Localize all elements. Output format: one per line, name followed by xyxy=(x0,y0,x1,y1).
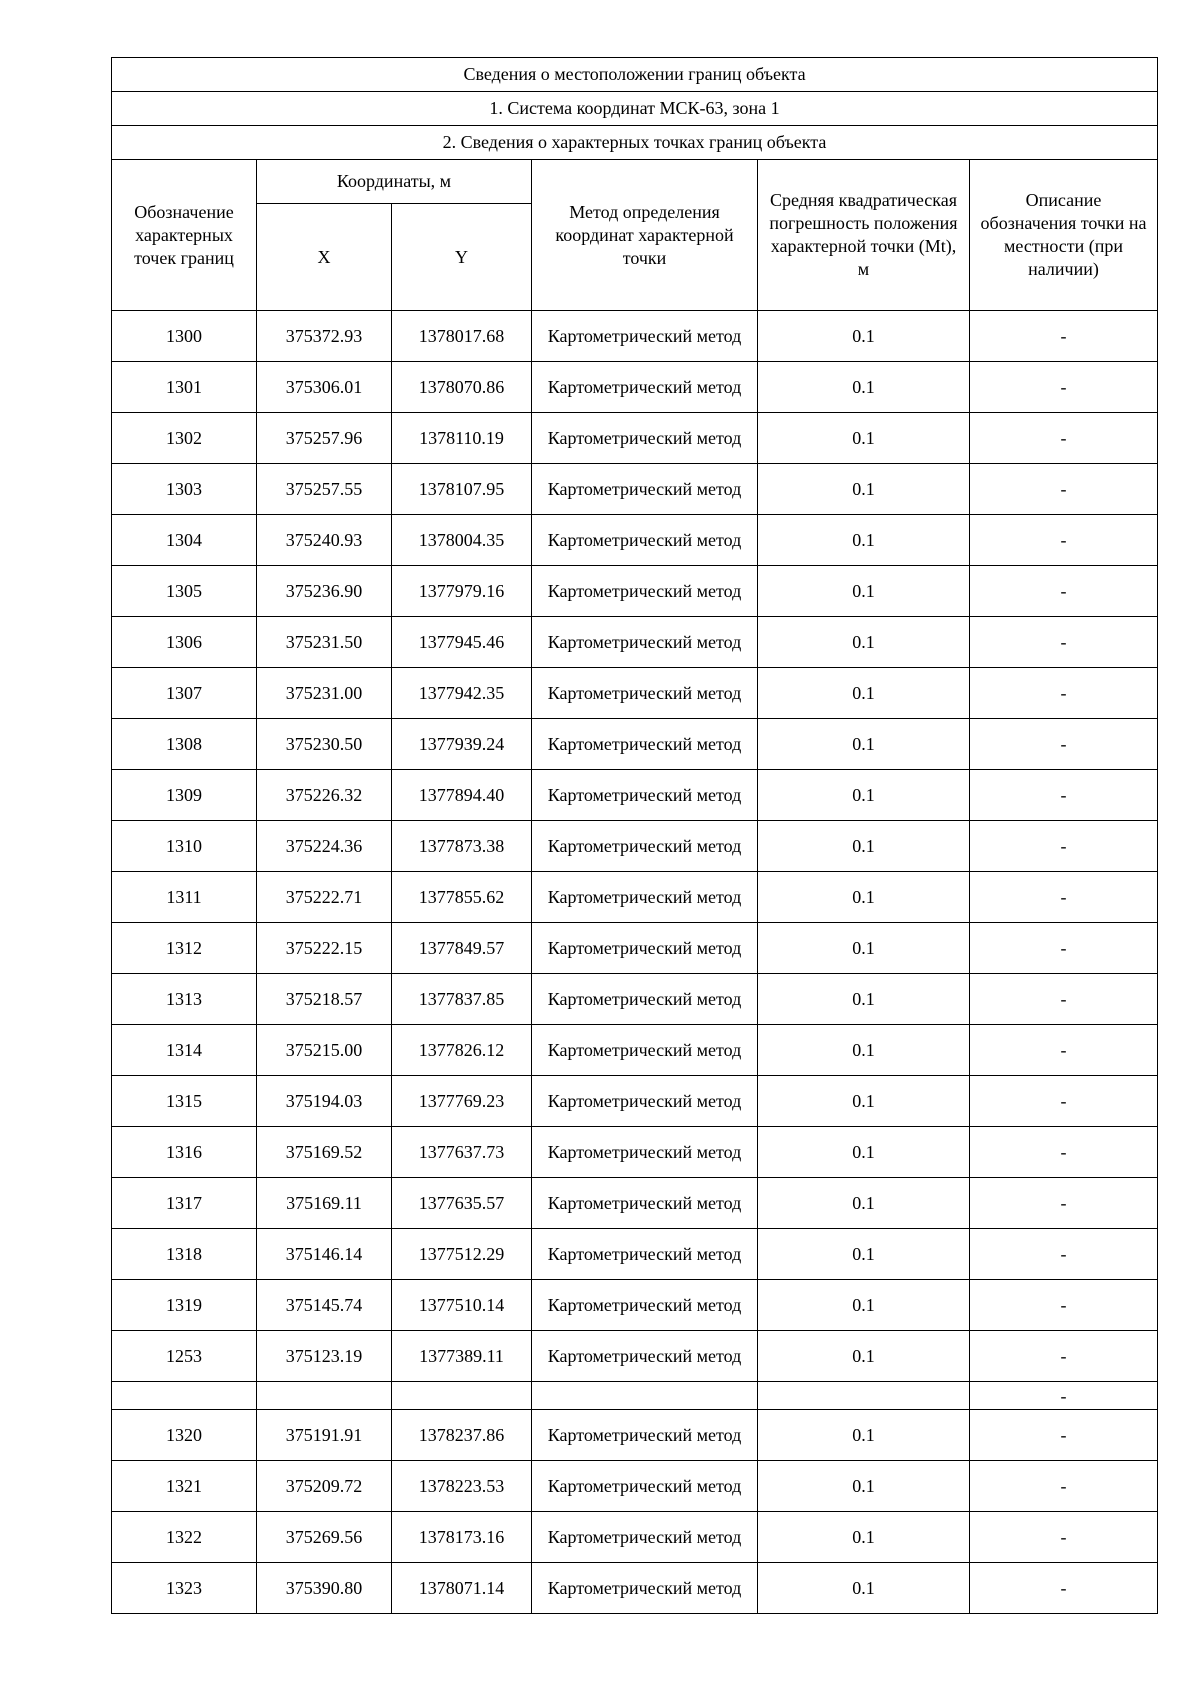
cell-point: 1306 xyxy=(112,617,257,668)
cell-point: 1322 xyxy=(112,1512,257,1563)
cell-point: 1319 xyxy=(112,1280,257,1331)
document-title: Сведения о местоположении границ объекта xyxy=(112,58,1158,92)
cell-description: - xyxy=(970,668,1158,719)
cell-mt xyxy=(758,1382,970,1410)
cell-mt: 0.1 xyxy=(758,566,970,617)
cell-description: - xyxy=(970,617,1158,668)
cell-y: 1377769.23 xyxy=(392,1076,532,1127)
cell-method: Картометрический метод xyxy=(532,923,758,974)
cell-x: 375231.50 xyxy=(257,617,392,668)
cell-y: 1378110.19 xyxy=(392,413,532,464)
cell-description: - xyxy=(970,1178,1158,1229)
cell-mt: 0.1 xyxy=(758,1563,970,1614)
cell-point: 1300 xyxy=(112,311,257,362)
table-row xyxy=(112,668,1158,719)
cell-x: 375226.32 xyxy=(257,770,392,821)
cell-y: 1378017.68 xyxy=(392,311,532,362)
cell-mt: 0.1 xyxy=(758,719,970,770)
table-row xyxy=(112,719,1158,770)
table-row xyxy=(112,1229,1158,1280)
cell-point: 1321 xyxy=(112,1461,257,1512)
cell-mt: 0.1 xyxy=(758,1461,970,1512)
cell-description: - xyxy=(970,1127,1158,1178)
cell-mt: 0.1 xyxy=(758,668,970,719)
cell-y: 1378107.95 xyxy=(392,464,532,515)
table-row xyxy=(112,1461,1158,1512)
cell-y: 1377510.14 xyxy=(392,1280,532,1331)
cell-x: 375231.00 xyxy=(257,668,392,719)
cell-y: 1377389.11 xyxy=(392,1331,532,1382)
cell-method xyxy=(532,1382,758,1410)
cell-point: 1303 xyxy=(112,464,257,515)
cell-mt: 0.1 xyxy=(758,872,970,923)
cell-method: Картометрический метод xyxy=(532,668,758,719)
cell-y: 1377512.29 xyxy=(392,1229,532,1280)
cell-y: 1377979.16 xyxy=(392,566,532,617)
cell-point: 1315 xyxy=(112,1076,257,1127)
cell-y: 1377945.46 xyxy=(392,617,532,668)
table-row xyxy=(112,1563,1158,1614)
cell-point: 1308 xyxy=(112,719,257,770)
cell-method: Картометрический метод xyxy=(532,1410,758,1461)
cell-method: Картометрический метод xyxy=(532,821,758,872)
cell-mt: 0.1 xyxy=(758,1280,970,1331)
cell-y: 1378237.86 xyxy=(392,1410,532,1461)
cell-x: 375215.00 xyxy=(257,1025,392,1076)
cell-method: Картометрический метод xyxy=(532,1127,758,1178)
cell-description: - xyxy=(970,1563,1158,1614)
cell-point: 1317 xyxy=(112,1178,257,1229)
cell-y: 1377894.40 xyxy=(392,770,532,821)
cell-point: 1318 xyxy=(112,1229,257,1280)
cell-point: 1323 xyxy=(112,1563,257,1614)
cell-method: Картометрический метод xyxy=(532,719,758,770)
table-row xyxy=(112,311,1158,362)
cell-method: Картометрический метод xyxy=(532,770,758,821)
cell-method: Картометрический метод xyxy=(532,974,758,1025)
cell-point xyxy=(112,1382,257,1410)
table-row xyxy=(112,821,1158,872)
cell-method: Картометрический метод xyxy=(532,1512,758,1563)
coordinate-system: 1. Система координат МСК-63, зона 1 xyxy=(112,92,1158,126)
table-row xyxy=(112,1331,1158,1382)
cell-description: - xyxy=(970,1280,1158,1331)
cell-method: Картометрический метод xyxy=(532,413,758,464)
cell-y: 1378223.53 xyxy=(392,1461,532,1512)
cell-x: 375146.14 xyxy=(257,1229,392,1280)
cell-x xyxy=(257,1382,392,1410)
cell-method: Картометрический метод xyxy=(532,1229,758,1280)
cell-y: 1377635.57 xyxy=(392,1178,532,1229)
cell-y: 1377637.73 xyxy=(392,1127,532,1178)
section-title: 2. Сведения о характерных точках границ объекта xyxy=(112,126,1158,160)
cell-description: - xyxy=(970,1410,1158,1461)
cell-mt: 0.1 xyxy=(758,464,970,515)
table-row xyxy=(112,974,1158,1025)
cell-point: 1309 xyxy=(112,770,257,821)
cell-x: 375222.15 xyxy=(257,923,392,974)
table-row xyxy=(112,1410,1158,1461)
cell-x: 375169.52 xyxy=(257,1127,392,1178)
cell-mt: 0.1 xyxy=(758,923,970,974)
cell-x: 375224.36 xyxy=(257,821,392,872)
cell-mt: 0.1 xyxy=(758,770,970,821)
separator-row xyxy=(112,1382,1158,1410)
cell-mt: 0.1 xyxy=(758,1410,970,1461)
cell-method: Картометрический метод xyxy=(532,311,758,362)
cell-method: Картометрический метод xyxy=(532,515,758,566)
table-row xyxy=(112,362,1158,413)
header-y: Y xyxy=(392,204,532,311)
header-designation: Обозначение характерных точек границ xyxy=(112,160,257,311)
cell-mt: 0.1 xyxy=(758,1076,970,1127)
cell-point: 1307 xyxy=(112,668,257,719)
header-description: Описание обозначения точки на местности (при наличии) xyxy=(970,160,1158,311)
cell-x: 375194.03 xyxy=(257,1076,392,1127)
cell-y: 1377826.12 xyxy=(392,1025,532,1076)
table-row xyxy=(112,1127,1158,1178)
cell-method: Картометрический метод xyxy=(532,464,758,515)
cell-description: - xyxy=(970,311,1158,362)
cell-x: 375240.93 xyxy=(257,515,392,566)
cell-description: - xyxy=(970,464,1158,515)
cell-point: 1301 xyxy=(112,362,257,413)
header-method: Метод определения координат характерной точки xyxy=(532,160,758,311)
cell-x: 375306.01 xyxy=(257,362,392,413)
cell-x: 375257.55 xyxy=(257,464,392,515)
cell-method: Картометрический метод xyxy=(532,1178,758,1229)
cell-description: - xyxy=(970,770,1158,821)
cell-point: 1253 xyxy=(112,1331,257,1382)
cell-method: Картометрический метод xyxy=(532,872,758,923)
cell-method: Картометрический метод xyxy=(532,1280,758,1331)
cell-mt: 0.1 xyxy=(758,1025,970,1076)
cell-mt: 0.1 xyxy=(758,515,970,566)
cell-method: Картометрический метод xyxy=(532,566,758,617)
table-row xyxy=(112,1178,1158,1229)
cell-mt: 0.1 xyxy=(758,1178,970,1229)
cell-method: Картометрический метод xyxy=(532,1076,758,1127)
table-row xyxy=(112,1076,1158,1127)
cell-point: 1320 xyxy=(112,1410,257,1461)
cell-x: 375209.72 xyxy=(257,1461,392,1512)
cell-point: 1304 xyxy=(112,515,257,566)
cell-description: - xyxy=(970,719,1158,770)
cell-y: 1377873.38 xyxy=(392,821,532,872)
cell-y: 1377855.62 xyxy=(392,872,532,923)
header-coordinates: Координаты, м xyxy=(257,160,532,204)
cell-x: 375230.50 xyxy=(257,719,392,770)
cell-point: 1302 xyxy=(112,413,257,464)
cell-y: 1378004.35 xyxy=(392,515,532,566)
cell-mt: 0.1 xyxy=(758,362,970,413)
cell-description: - xyxy=(970,1331,1158,1382)
cell-description: - xyxy=(970,1076,1158,1127)
cell-description: - xyxy=(970,974,1158,1025)
cell-y: 1377942.35 xyxy=(392,668,532,719)
cell-x: 375257.96 xyxy=(257,413,392,464)
cell-point: 1312 xyxy=(112,923,257,974)
cell-y: 1377849.57 xyxy=(392,923,532,974)
cell-mt: 0.1 xyxy=(758,617,970,668)
cell-description: - xyxy=(970,1025,1158,1076)
table-row xyxy=(112,1025,1158,1076)
cell-x: 375372.93 xyxy=(257,311,392,362)
cell-description: - xyxy=(970,923,1158,974)
cell-y: 1377837.85 xyxy=(392,974,532,1025)
cell-point: 1310 xyxy=(112,821,257,872)
table-row xyxy=(112,464,1158,515)
cell-method: Картометрический метод xyxy=(532,1461,758,1512)
cell-description: - xyxy=(970,872,1158,923)
cell-y xyxy=(392,1382,532,1410)
table-row xyxy=(112,1280,1158,1331)
cell-point: 1311 xyxy=(112,872,257,923)
cell-mt: 0.1 xyxy=(758,974,970,1025)
cell-x: 375269.56 xyxy=(257,1512,392,1563)
cell-mt: 0.1 xyxy=(758,1127,970,1178)
cell-description: - xyxy=(970,413,1158,464)
cell-x: 375222.71 xyxy=(257,872,392,923)
cell-description: - xyxy=(970,1229,1158,1280)
cell-y: 1378173.16 xyxy=(392,1512,532,1563)
cell-mt: 0.1 xyxy=(758,413,970,464)
table-row xyxy=(112,872,1158,923)
cell-x: 375169.11 xyxy=(257,1178,392,1229)
header-x: X xyxy=(257,204,392,311)
cell-description: - xyxy=(970,821,1158,872)
header-error: Средняя квадратическая погрешность положения характерной точки (Mt), м xyxy=(758,160,970,311)
cell-y: 1378070.86 xyxy=(392,362,532,413)
cell-y: 1378071.14 xyxy=(392,1563,532,1614)
cell-method: Картометрический метод xyxy=(532,617,758,668)
cell-description: - xyxy=(970,362,1158,413)
cell-point: 1305 xyxy=(112,566,257,617)
cell-x: 375390.80 xyxy=(257,1563,392,1614)
cell-method: Картометрический метод xyxy=(532,1331,758,1382)
cell-mt: 0.1 xyxy=(758,1331,970,1382)
cell-description: - xyxy=(970,515,1158,566)
cell-y: 1377939.24 xyxy=(392,719,532,770)
cell-x: 375236.90 xyxy=(257,566,392,617)
cell-x: 375145.74 xyxy=(257,1280,392,1331)
table-row xyxy=(112,617,1158,668)
boundary-points-table xyxy=(111,57,1158,1614)
cell-x: 375123.19 xyxy=(257,1331,392,1382)
cell-method: Картометрический метод xyxy=(532,1563,758,1614)
cell-mt: 0.1 xyxy=(758,1229,970,1280)
cell-mt: 0.1 xyxy=(758,311,970,362)
table-row xyxy=(112,566,1158,617)
cell-x: 375218.57 xyxy=(257,974,392,1025)
cell-description: - xyxy=(970,1512,1158,1563)
cell-method: Картометрический метод xyxy=(532,362,758,413)
cell-mt: 0.1 xyxy=(758,1512,970,1563)
table-row xyxy=(112,770,1158,821)
table-row xyxy=(112,515,1158,566)
cell-method: Картометрический метод xyxy=(532,1025,758,1076)
table-row xyxy=(112,1512,1158,1563)
cell-mt: 0.1 xyxy=(758,821,970,872)
table-row xyxy=(112,413,1158,464)
cell-description: - xyxy=(970,1461,1158,1512)
cell-point: 1316 xyxy=(112,1127,257,1178)
cell-point: 1313 xyxy=(112,974,257,1025)
cell-point: 1314 xyxy=(112,1025,257,1076)
cell-description: - xyxy=(970,1382,1158,1410)
table-row xyxy=(112,923,1158,974)
cell-x: 375191.91 xyxy=(257,1410,392,1461)
cell-description: - xyxy=(970,566,1158,617)
